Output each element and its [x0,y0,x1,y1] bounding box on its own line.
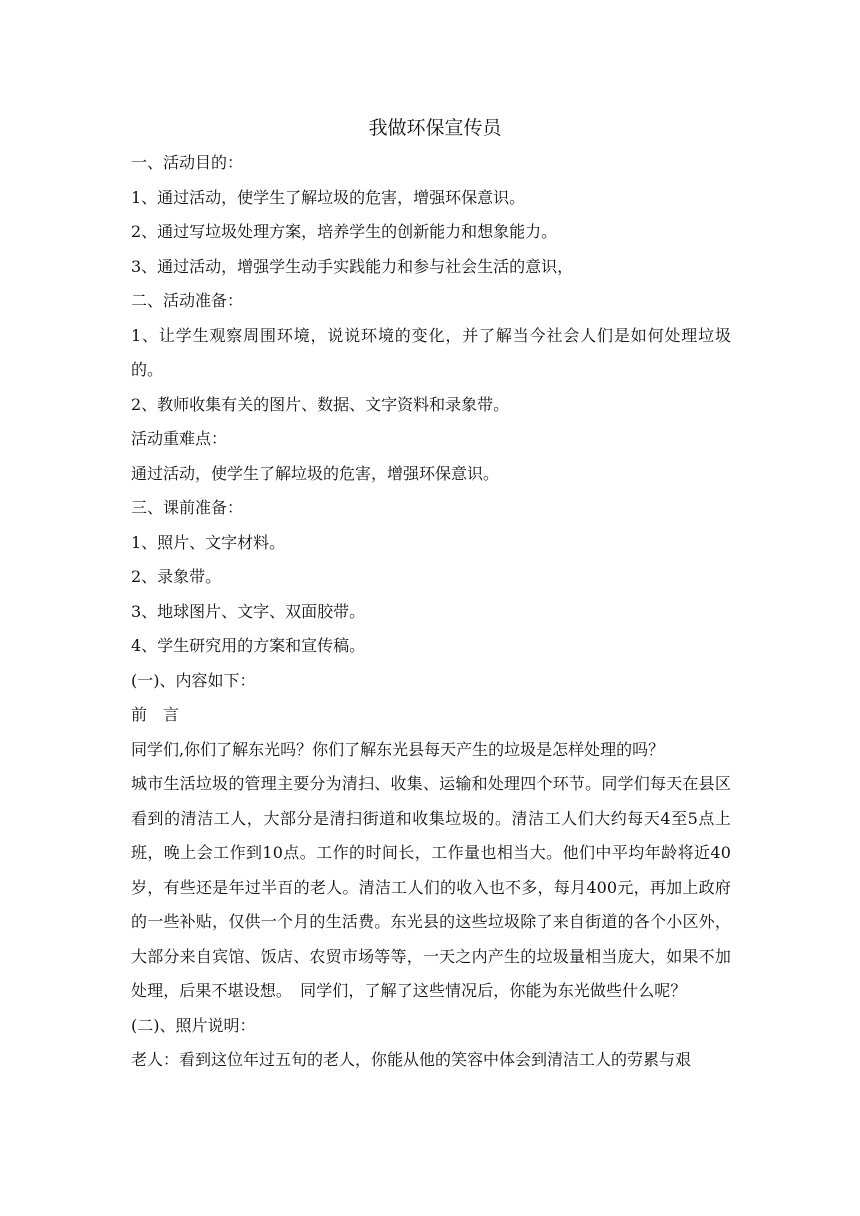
key-points-text: 通过活动，使学生了解垃圾的危害，增强环保意识。 [131,463,500,483]
goal-item-2: 2、通过写垃圾处理方案，培养学生的创新能力和想象能力。 [131,222,558,241]
goal-item-3: 3、通过活动，增强学生动手实践能力和参与社会生活的意识， [131,256,574,276]
section-heading-pre-class: 三、课前准备： [131,498,244,517]
goal-item-1: 1、通过活动，使学生了解垃圾的危害，增强环保意识。 [131,187,526,207]
pre-class-item-2: 2、录象带。 [131,567,222,586]
document-body [131,110,731,1078]
photo-caption-elder: 老人：看到这位年过五旬的老人，你能从他的笑容中体会到清洁工人的劳累与艰 [131,1050,692,1069]
preface-heading: 前 言 [131,705,180,724]
pre-class-item-1: 1、照片、文字材料。 [131,532,286,552]
pre-class-item-4: 4、学生研究用的方案和宣传稿。 [131,636,366,655]
subsection-heading-photos: (二)、照片说明： [131,1015,256,1035]
section-heading-preparation: 二、活动准备： [131,291,244,310]
preface-body: 城市生活垃圾的管理主要分为清扫、收集、运输和处理四个环节。同学们每天在县区看到的清洁工人，大部分是清扫街道和收集垃圾的。清洁工人们大约每天4至5点上班，晚上会工作到10点。工作的时间长，工作量也相当大。他们中平均年龄将近40岁，有些还是年过半百的老人。清洁工人们的收入也不多，每月400元，再加上政府的一些补贴，仅供一个月的生活费。东光县的这些垃圾除了来自街道的各个小区外，大部分来自宾馆、饭店、农贸市场等等，一天之内产生的垃圾量相当庞大，如果不加处理，后果不堪设想。 同学们，了解了这些情况后，你能为东光做些什么呢？ [131,774,731,1000]
preparation-item-1: 1、让学生观察周围环境，说说环境的变化，并了解当今社会人们是如何处理垃圾的。 [131,325,731,379]
section-heading-goals: 一、活动目的： [131,153,244,172]
document-title: 我做环保宣传员 [368,117,502,139]
section-heading-key-points: 活动重难点： [131,429,228,448]
pre-class-item-3: 3、地球图片、文字、双面胶带。 [131,601,366,621]
preface-intro: 同学们,你们了解东光吗？你们了解东光县每天产生的垃圾是怎样处理的吗？ [131,739,665,759]
preparation-item-2: 2、教师收集有关的图片、数据、文字资料和录象带。 [131,394,510,414]
subsection-heading-content: (一)、内容如下： [131,670,256,690]
